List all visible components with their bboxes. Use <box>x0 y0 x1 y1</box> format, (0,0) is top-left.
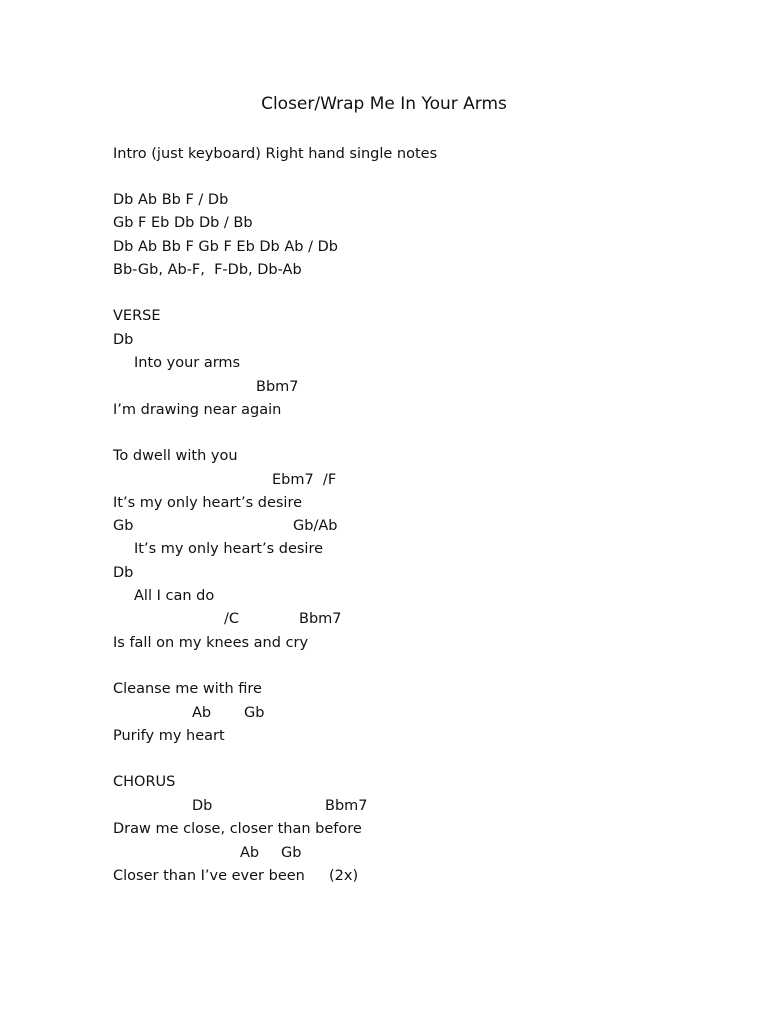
song-title: Closer/Wrap Me In Your Arms <box>261 94 507 114</box>
verse-heading: VERSE <box>113 308 161 324</box>
lyric-line: I’m drawing near again <box>113 402 282 418</box>
lyric-line: It’s my only heart’s desire <box>134 541 324 557</box>
lyric-line: Purify my heart <box>113 728 225 744</box>
chorus-heading: CHORUS <box>113 774 176 790</box>
chord-line: Gb <box>113 518 134 534</box>
lyric-line: To dwell with you <box>113 448 238 464</box>
chord-line: Bbm7 <box>256 379 299 395</box>
intro-notes-line-1: Db Ab Bb F / Db <box>113 192 229 208</box>
lyric-line: All I can do <box>134 588 215 604</box>
chord-line: Db <box>192 798 213 814</box>
chord-line: Gb/Ab <box>293 518 338 534</box>
intro-notes-line-4: Bb-Gb, Ab-F, F-Db, Db-Ab <box>113 262 302 278</box>
intro-notes-line-3: Db Ab Bb F Gb F Eb Db Ab / Db <box>113 239 338 255</box>
lyric-line: Draw me close, closer than before <box>113 821 362 837</box>
chord-line: Ab <box>192 705 212 721</box>
lyric-line: Into your arms <box>134 355 241 371</box>
chord-line: Gb <box>244 705 265 721</box>
repeat-marker: (2x) <box>329 868 359 884</box>
lyric-line: Closer than I’ve ever been <box>113 868 305 884</box>
chord-line: Db <box>113 565 134 581</box>
chord-line: /C <box>224 611 240 627</box>
lyric-line: Is fall on my knees and cry <box>113 635 309 651</box>
chord-line: Ab <box>240 845 260 861</box>
chord-line: Gb <box>281 845 302 861</box>
intro-line: Intro (just keyboard) Right hand single notes <box>113 146 438 162</box>
lyric-line: It’s my only heart’s desire <box>113 495 303 511</box>
chord-line: Bbm7 <box>299 611 342 627</box>
chord-line: Bbm7 <box>325 798 368 814</box>
lyric-line: Cleanse me with fire <box>113 681 262 697</box>
intro-notes-line-2: Gb F Eb Db Db / Bb <box>113 215 253 231</box>
chord-line: Ebm7 /F <box>272 472 337 488</box>
chord-line: Db <box>113 332 134 348</box>
